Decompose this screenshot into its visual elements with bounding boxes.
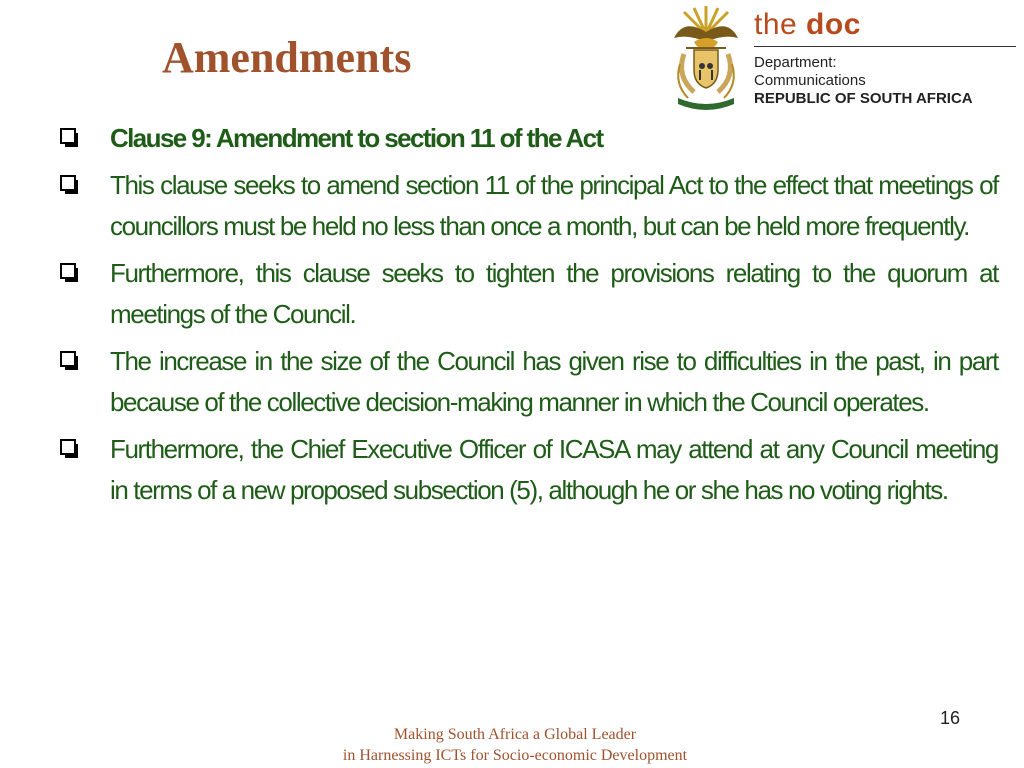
logo-department-line1: Department: [754, 54, 837, 71]
bullet-list [60, 118, 998, 517]
bullet-item [60, 253, 998, 335]
bullet-item [60, 341, 998, 423]
department-logo [664, 4, 1018, 112]
logo-brand-bold: doc [806, 8, 861, 41]
bullet-item [60, 118, 998, 159]
coat-of-arms-icon [664, 4, 748, 112]
bullet-text: Furthermore, this clause seeks to tighten the provisions relating to the quorum at meetings of the Council. [110, 258, 998, 329]
slide-number: 16 [940, 708, 961, 728]
bullet-text: Furthermore, the Chief Executive Officer of ICASA may attend at any Council meeting in terms of a new proposed subsection (5), although he or she has no voting rights. [110, 434, 998, 505]
bullet-text: Clause 9: Amendment to section 11 of the Act [110, 123, 603, 153]
logo-divider [754, 46, 1016, 47]
logo-department-line2: Communications [754, 72, 866, 89]
bullet-item [60, 165, 998, 247]
logo-brand-prefix: the [754, 8, 807, 41]
footer-line1: Making South Africa a Global Leader [393, 726, 637, 743]
slide-title: Amendments [162, 33, 412, 82]
checkbox-bullet-icon [60, 351, 79, 371]
footer-tagline [0, 724, 1024, 766]
logo-country: REPUBLIC OF SOUTH AFRICA [754, 90, 973, 107]
bullet-item [60, 429, 998, 511]
checkbox-bullet-icon [60, 439, 79, 459]
checkbox-bullet-icon [60, 263, 79, 283]
logo-brand [754, 8, 861, 42]
bullet-text: This clause seeks to amend section 11 of the principal Act to the effect that meetings of councillors must be held no less than once a month, but can be held more frequently. [110, 170, 998, 241]
bullet-text: The increase in the size of the Council has given rise to difficulties in the past, in part because of the collective decision-making manner in which the Council operates. [110, 346, 998, 417]
checkbox-bullet-icon [60, 175, 79, 195]
footer-line2: in Harnessing ICTs for Socio-economic Development [342, 747, 688, 764]
checkbox-bullet-icon [60, 128, 79, 148]
